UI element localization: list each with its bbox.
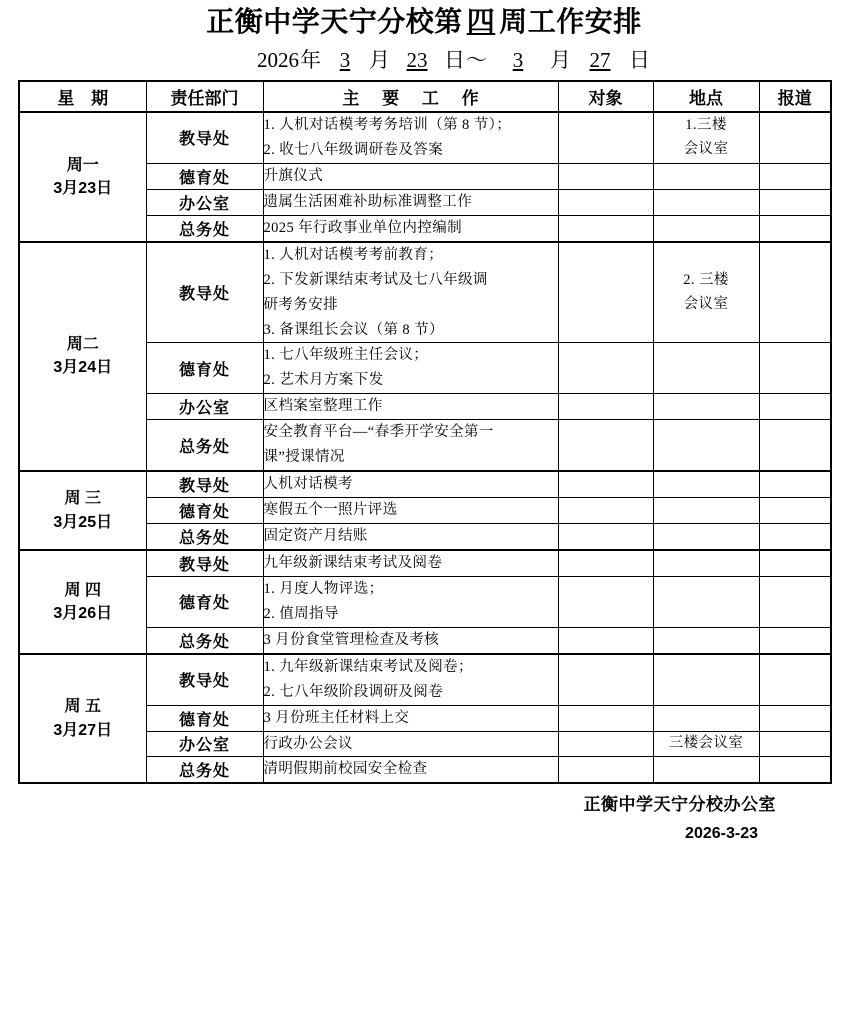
work-line: 升旗仪式 <box>263 167 324 184</box>
date-start-month: 3 <box>339 48 351 72</box>
day-cell <box>19 242 146 471</box>
department-cell: 办公室 <box>146 394 263 420</box>
work-cell <box>263 394 558 420</box>
report-cell <box>759 731 831 757</box>
object-cell <box>558 524 653 550</box>
report-cell <box>759 471 831 497</box>
day-cell <box>19 471 146 550</box>
work-cell <box>263 498 558 524</box>
day-date: 3月27日 <box>53 721 113 739</box>
work-cell <box>263 343 558 394</box>
department-cell: 德育处 <box>146 498 263 524</box>
department-cell: 教导处 <box>146 550 263 576</box>
report-cell <box>759 242 831 343</box>
work-line: 2. 艺术月方案下发 <box>263 372 384 389</box>
department-cell: 德育处 <box>146 163 263 189</box>
work-line: 行政办公会议 <box>263 735 353 752</box>
date-end-month: 3 <box>512 48 524 72</box>
object-cell <box>558 498 653 524</box>
department-cell: 德育处 <box>146 576 263 627</box>
date-end-day-label: 日 <box>629 48 650 72</box>
work-cell <box>263 524 558 550</box>
column-header-place: 地点 <box>653 81 759 112</box>
place-cell <box>653 627 759 653</box>
work-line: 1. 月度人物评选； <box>263 580 384 597</box>
place-cell <box>653 757 759 783</box>
day-name: 周 五 <box>64 698 101 716</box>
work-line: 课”授课情况 <box>263 449 345 466</box>
day-cell <box>19 112 146 242</box>
work-line: 清明假期前校园安全检查 <box>263 761 428 778</box>
work-cell <box>263 215 558 241</box>
work-line: 固定资产月结账 <box>263 528 368 544</box>
object-cell <box>558 550 653 576</box>
date-start-day: 23 <box>406 48 428 72</box>
department-cell: 办公室 <box>146 731 263 757</box>
work-line: 安全教育平台—“春季开学安全第一 <box>263 424 494 441</box>
place-cell <box>653 242 759 343</box>
column-header-main-work: 主 要 工 作 <box>263 81 558 112</box>
object-cell <box>558 112 653 163</box>
weekly-schedule-table <box>18 80 832 784</box>
report-cell <box>759 654 831 705</box>
work-line: 2025 年行政事业单位内控编制 <box>263 219 463 236</box>
object-cell <box>558 576 653 627</box>
department-cell: 总务处 <box>146 420 263 471</box>
report-cell <box>759 705 831 731</box>
work-line: 研考务安排 <box>263 296 338 313</box>
place-cell <box>653 163 759 189</box>
report-cell <box>759 524 831 550</box>
work-line: 1. 九年级新课结束考试及阅卷； <box>263 658 473 675</box>
report-cell <box>759 757 831 783</box>
work-line: 寒假五个一照片评选 <box>263 502 398 519</box>
object-cell <box>558 654 653 705</box>
day-cell <box>19 654 146 784</box>
work-cell <box>263 112 558 163</box>
department-cell: 教导处 <box>146 112 263 163</box>
work-line: 遗属生活困难补助标准调整工作 <box>263 193 473 210</box>
report-cell <box>759 498 831 524</box>
place-cell <box>653 576 759 627</box>
department-cell: 教导处 <box>146 471 263 497</box>
place-cell <box>653 215 759 241</box>
place-cell <box>653 654 759 705</box>
report-cell <box>759 215 831 241</box>
place-line: 2. 三楼 <box>683 272 729 289</box>
work-line: 3 月份食堂管理检查及考核 <box>263 631 440 648</box>
place-cell <box>653 731 759 757</box>
work-line: 2. 值周指导 <box>263 605 339 622</box>
report-cell <box>759 112 831 163</box>
work-cell <box>263 163 558 189</box>
date-end-day: 27 <box>589 48 611 72</box>
day-name: 周一 <box>66 156 99 174</box>
object-cell <box>558 705 653 731</box>
report-cell <box>759 189 831 215</box>
work-cell <box>263 550 558 576</box>
work-cell <box>263 654 558 705</box>
place-cell <box>653 498 759 524</box>
table-row <box>19 550 831 576</box>
place-cell <box>653 524 759 550</box>
department-cell: 教导处 <box>146 242 263 343</box>
document-footer <box>0 784 848 843</box>
report-cell <box>759 420 831 471</box>
day-name: 周 三 <box>64 490 101 508</box>
work-line: 2. 收七八年级调研卷及答案 <box>263 141 444 158</box>
object-cell <box>558 215 653 241</box>
report-cell <box>759 576 831 627</box>
object-cell <box>558 163 653 189</box>
place-cell <box>653 471 759 497</box>
table-header-row <box>19 81 831 112</box>
object-cell <box>558 471 653 497</box>
column-header-weekday: 星 期 <box>19 81 146 112</box>
report-cell <box>759 343 831 394</box>
object-cell <box>558 420 653 471</box>
place-cell <box>653 550 759 576</box>
day-date: 3月24日 <box>53 359 113 377</box>
department-cell: 总务处 <box>146 215 263 241</box>
department-cell: 教导处 <box>146 654 263 705</box>
schedule-table-wrapper <box>0 71 848 784</box>
column-header-object: 对象 <box>558 81 653 112</box>
footer-organization: 正衡中学天宁分校办公室 <box>583 795 776 815</box>
work-line: 3. 备课组长会议（第 8 节） <box>263 321 444 338</box>
work-cell <box>263 576 558 627</box>
department-cell: 总务处 <box>146 524 263 550</box>
report-cell <box>759 163 831 189</box>
table-row <box>19 242 831 343</box>
object-cell <box>558 394 653 420</box>
place-cell <box>653 343 759 394</box>
work-line: 1. 七八年级班主任会议； <box>263 347 429 364</box>
place-line: 1.三楼 <box>685 117 727 134</box>
work-cell <box>263 627 558 653</box>
title-suffix: 周工作安排 <box>499 6 642 37</box>
work-cell <box>263 731 558 757</box>
date-day-label: 日 <box>444 48 465 72</box>
work-line: 九年级新课结束考试及阅卷 <box>263 554 443 571</box>
object-cell <box>558 242 653 343</box>
work-line: 2. 下发新课结束考试及七八年级调 <box>263 271 488 288</box>
day-date: 3月26日 <box>53 604 113 622</box>
work-cell <box>263 420 558 471</box>
report-cell <box>759 550 831 576</box>
report-cell <box>759 394 831 420</box>
work-cell <box>263 757 558 783</box>
work-cell <box>263 705 558 731</box>
date-range-mark: ～ <box>466 48 487 72</box>
day-name: 周二 <box>66 336 99 354</box>
object-cell <box>558 343 653 394</box>
day-name: 周 四 <box>64 581 101 599</box>
place-line: 会议室 <box>683 295 729 312</box>
place-line: 三楼会议室 <box>668 735 744 752</box>
date-range-line <box>0 36 848 71</box>
work-line: 人机对话模考 <box>263 476 353 493</box>
date-year-label: 年 <box>300 48 321 72</box>
date-year: 2026 <box>257 48 299 72</box>
date-end-month-label: 月 <box>550 48 571 72</box>
department-cell: 办公室 <box>146 189 263 215</box>
footer-date: 2026-3-23 <box>685 824 758 842</box>
work-cell <box>263 471 558 497</box>
table-row <box>19 654 831 705</box>
object-cell <box>558 189 653 215</box>
work-cell <box>263 242 558 343</box>
place-cell <box>653 420 759 471</box>
column-header-report: 报道 <box>759 81 831 112</box>
place-cell <box>653 112 759 163</box>
object-cell <box>558 757 653 783</box>
place-cell <box>653 189 759 215</box>
place-cell <box>653 394 759 420</box>
department-cell: 总务处 <box>146 757 263 783</box>
column-header-department: 责任部门 <box>146 81 263 112</box>
object-cell <box>558 627 653 653</box>
work-line: 3 月份班主任材料上交 <box>263 709 410 726</box>
object-cell <box>558 731 653 757</box>
department-cell: 德育处 <box>146 705 263 731</box>
title-prefix: 正衡中学天宁分校第 <box>206 6 463 37</box>
work-line: 2. 七八年级阶段调研及阅卷 <box>263 683 444 700</box>
table-row <box>19 471 831 497</box>
report-cell <box>759 627 831 653</box>
department-cell: 总务处 <box>146 627 263 653</box>
place-line: 会议室 <box>683 140 729 157</box>
date-month-label: 月 <box>369 48 390 72</box>
day-date: 3月25日 <box>53 513 113 531</box>
day-date: 3月23日 <box>53 179 113 197</box>
work-line: 1. 人机对话模考考前教育； <box>263 246 444 263</box>
title-week-number: 四 <box>466 6 496 37</box>
work-line: 区档案室整理工作 <box>263 398 383 415</box>
work-cell <box>263 189 558 215</box>
page-title <box>0 0 848 36</box>
place-cell <box>653 705 759 731</box>
department-cell: 德育处 <box>146 343 263 394</box>
work-line: 1. 人机对话模考考务培训（第 8 节）； <box>263 117 512 133</box>
table-body <box>19 112 831 783</box>
table-row <box>19 112 831 163</box>
day-cell <box>19 550 146 654</box>
